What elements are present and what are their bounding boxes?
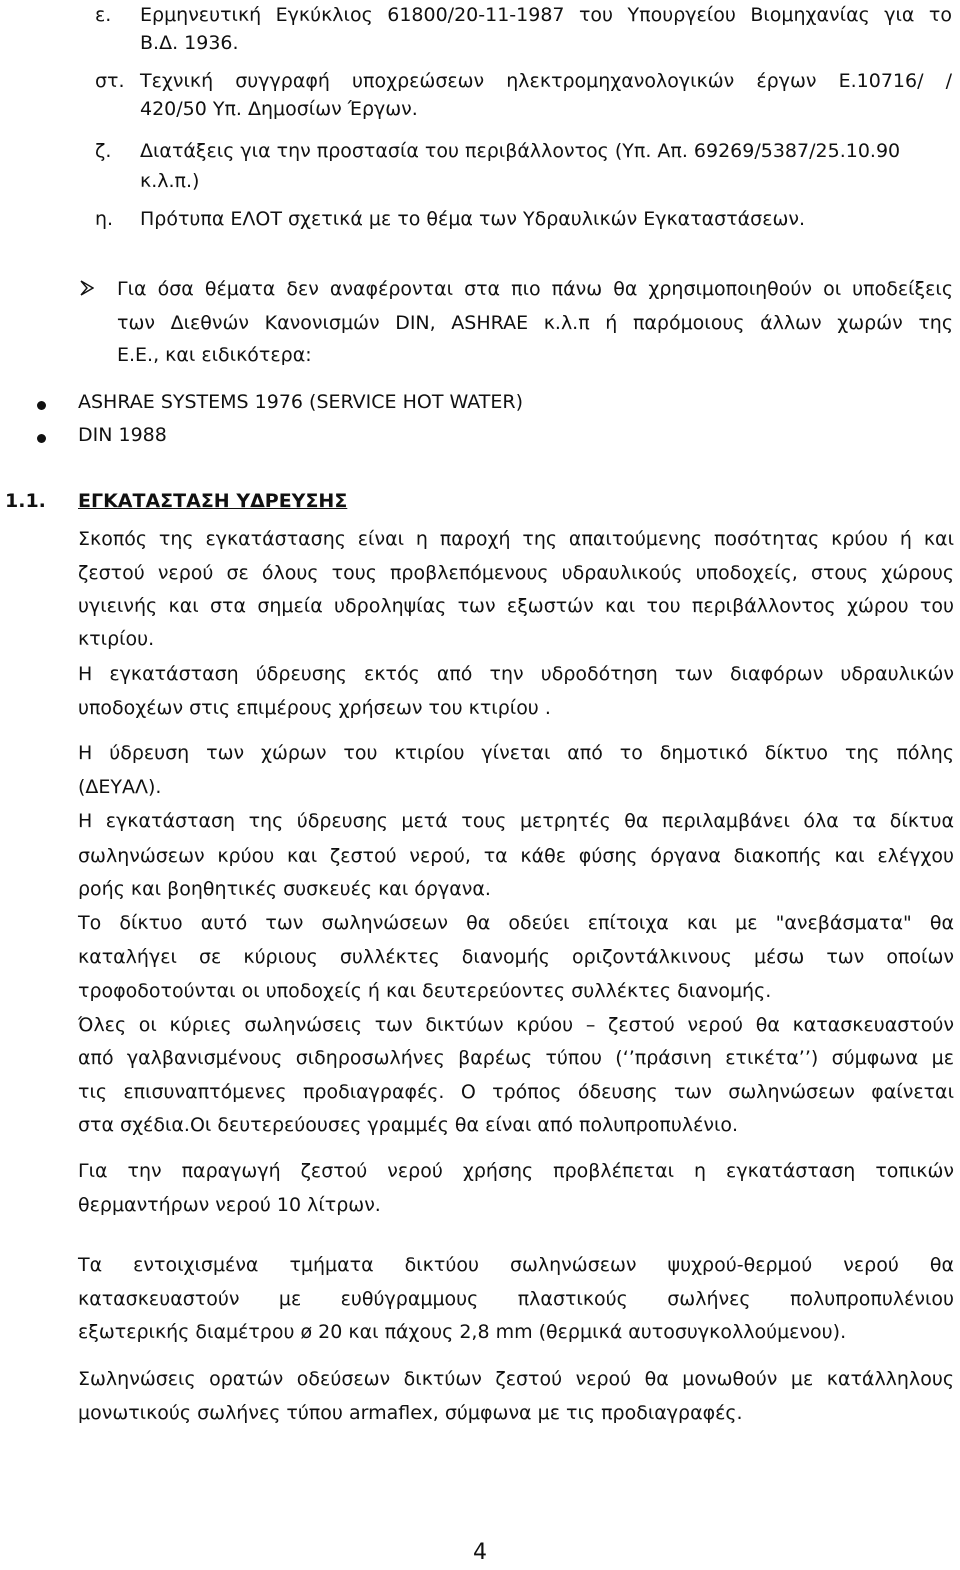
- arrow-text-line: Για όσα θέματα δεν αναφέρονται στα πιο πάνω θα χρησιμοποιηθούν οι υποδείξεις: [117, 278, 953, 300]
- paragraph-line: μονωτικούς σωλήνες τύπου armaflex, σύμφωνα με τις προδιαγραφές.: [78, 1402, 743, 1424]
- paragraph-line: τις επισυναπτόμενες προδιαγραφές. Ο τρόπος όδευσης των σωληνώσεων φαίνεται: [78, 1081, 954, 1103]
- list-text-line: Τεχνική συγγραφή υποχρεώσεων ηλεκτρομηχανολογικών έργων Ε.10716/ /: [140, 70, 952, 92]
- paragraph-line: Για την παραγωγή ζεστού νερού χρήσης προβλέπεται η εγκατάσταση τοπικών: [78, 1160, 954, 1182]
- paragraph-line: ροής και βοηθητικές συσκευές και όργανα.: [78, 878, 491, 900]
- list-marker: στ.: [95, 70, 125, 92]
- paragraph-line: υποδοχέων στις επιμέρους χρήσεων του κτιρίου .: [78, 697, 551, 719]
- paragraph-line: Σκοπός της εγκατάστασης είναι η παροχή της απαιτούμενης ποσότητας κρύου ή και: [78, 528, 954, 550]
- paragraph-line: (ΔΕΥΑΛ).: [78, 776, 162, 798]
- section-title: ΕΓΚΑΤΑΣΤΑΣΗ ΥΔΡΕΥΣΗΣ: [78, 490, 348, 512]
- bullet-item: DIN 1988: [78, 424, 167, 446]
- paragraph-line: Η εγκατάσταση ύδρευσης εκτός από την υδροδότηση των διαφόρων υδραυλικών: [78, 663, 954, 685]
- page-number: 4: [473, 1540, 487, 1565]
- paragraph-line: ζεστού νερού σε όλους τους προβλεπόμενους υδραυλικούς υποδοχείς, στους χώρους: [78, 562, 954, 584]
- bullet-dot-icon: [37, 401, 46, 410]
- list-marker: ζ.: [95, 140, 112, 162]
- paragraph-line: σωληνώσεων κρύου και ζεστού νερού, τα κάθε φύσης όργανα διακοπής και ελέγχου: [78, 845, 954, 867]
- list-text-line: Ερμηνευτική Εγκύκλιος 61800/20-11-1987 του Υπουργείου Βιομηχανίας για το: [140, 4, 952, 26]
- arrow-text-line: των Διεθνών Κανονισμών DIN, ASHRAE κ.λ.π ή παρόμοιους άλλων χωρών της: [117, 312, 953, 334]
- paragraph-line: Η ύδρευση των χώρων του κτιρίου γίνεται από το δημοτικό δίκτυο της πόλης: [78, 742, 954, 764]
- paragraph-line: Όλες οι κύριες σωληνώσεις των δικτύων κρύου – ζεστού νερού θα κατασκευαστούν: [78, 1014, 954, 1036]
- list-text-line: 420/50 Υπ. Δημοσίων Έργων.: [140, 98, 418, 120]
- arrow-text-line: Ε.Ε., και ειδικότερα:: [117, 344, 312, 366]
- paragraph-line: κτιρίου.: [78, 628, 155, 650]
- bullet-item: ASHRAE SYSTEMS 1976 (SERVICE HOT WATER): [78, 391, 523, 413]
- list-text-line: Διατάξεις για την προστασία του περιβάλλοντος (Υπ. Απ. 69269/5387/25.10.90: [140, 140, 901, 162]
- list-marker: ε.: [95, 4, 112, 26]
- list-marker: η.: [95, 208, 114, 230]
- bullet-dot-icon: [37, 434, 46, 443]
- list-text-line: Β.Δ. 1936.: [140, 32, 239, 54]
- arrow-bullet-icon: [80, 280, 94, 296]
- paragraph-line: θερμαντήρων νερού 10 λίτρων.: [78, 1194, 381, 1216]
- paragraph-line: από γαλβανισμένους σιδηροσωλήνες βαρέως τύπου (‘’πράσινη ετικέτα’’) σύμφωνα με: [78, 1047, 954, 1069]
- paragraph-line: κατασκευαστούν με ευθύγραμμους πλαστικούς σωλήνες πολυπροπυλένιου: [78, 1288, 954, 1310]
- section-number: 1.1.: [5, 490, 46, 512]
- list-text-line: Πρότυπα ΕΛΟΤ σχετικά με το θέμα των Υδραυλικών Εγκαταστάσεων.: [140, 208, 806, 230]
- paragraph-line: Σωληνώσεις ορατών οδεύσεων δικτύων ζεστού νερού θα μονωθούν με κατάλληλους: [78, 1368, 954, 1390]
- paragraph-line: υγιεινής και στα σημεία υδροληψίας των εξωστών και του περιβάλλοντος χώρου του: [78, 595, 954, 617]
- paragraph-line: Η εγκατάσταση της ύδρευσης μετά τους μετρητές θα περιλαμβάνει όλα τα δίκτυα: [78, 810, 954, 832]
- list-text-line: κ.λ.π.): [140, 170, 200, 192]
- paragraph-line: στα σχέδια.Οι δευτερεύουσες γραμμές θα είναι από πολυπροπυλένιο.: [78, 1114, 739, 1136]
- paragraph-line: τροφοδοτούνται οι υποδοχείς ή και δευτερεύοντες συλλέκτες διανομής.: [78, 980, 772, 1002]
- paragraph-line: Τα εντοιχισμένα τμήματα δικτύου σωληνώσεων ψυχρού-θερμού νερού θα: [78, 1254, 954, 1276]
- paragraph-line: εξωτερικής διαμέτρου ø 20 και πάχους 2,8 mm (θερμικά αυτοσυγκολλούμενου).: [78, 1321, 847, 1343]
- paragraph-line: καταλήγει σε κύριους συλλέκτες διανομής οριζοντάλκινους μέσω των οποίων: [78, 946, 954, 968]
- paragraph-line: Το δίκτυο αυτό των σωληνώσεων θα οδεύει επίτοιχα και με "ανεβάσματα" θα: [78, 912, 954, 934]
